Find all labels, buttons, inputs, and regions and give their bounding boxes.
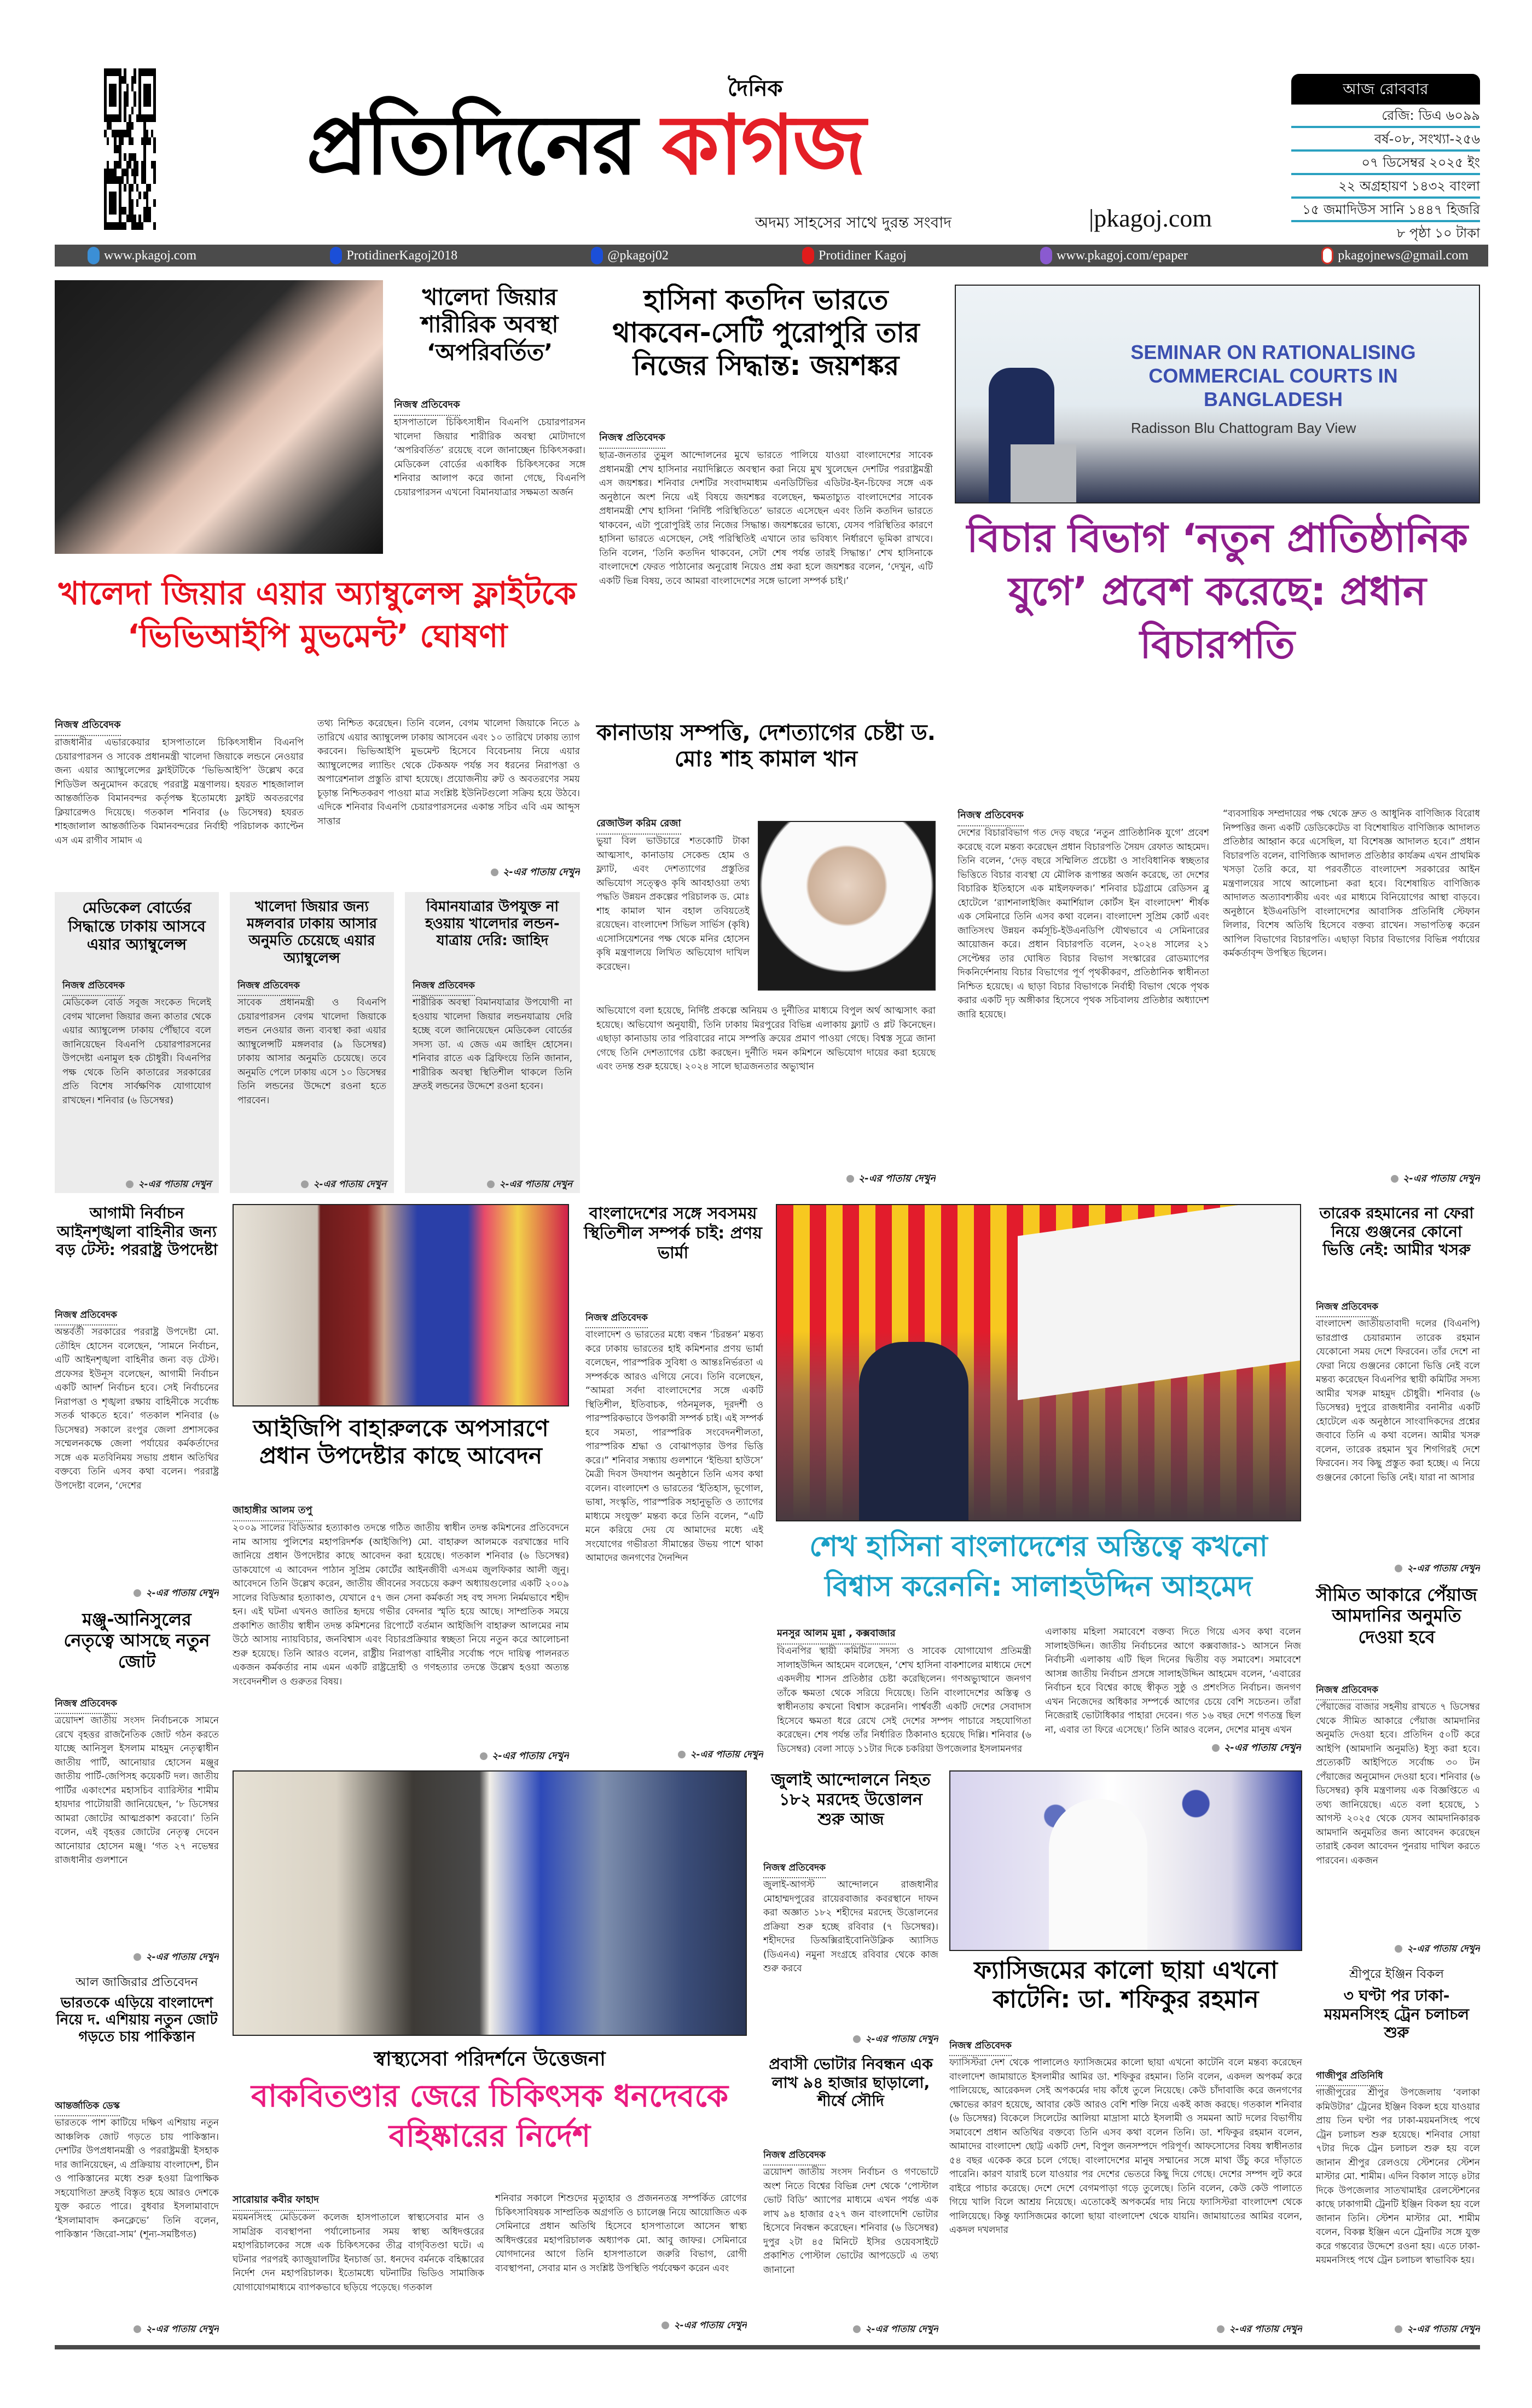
article-body: ভারতকে পাশ কাটিয়ে দক্ষিণ এশিয়ায় নতুন আঞ্চলিক জোট গড়তে চায় পাকিস্তান। দেশটির উপপ্রধানমন্ত্রী ও পররাষ্ট্রমন্ত্রী ইসহাক দার জানিয়েছেন, এ প্রক্রিয়ায় বাংলাদেশ, চীন ও পাকিস্তানের মধ্যে শুরু হওয়া ত্রিপাক্ষিক সহযোগিতা দ্রুতই বিস্তৃত হয়ে আরও দেশকে যুক্ত করতে পারে। বুধবার ইসলামাবাদে ‘ইসলামাবাদ কনক্লেভে’ তিনি বলেন, পাকিস্তান ‘জিরো-সাম’ (শূন্য-সমষ্টিগত)	[55, 2117, 219, 2240]
continued-text: ২-এর পাতায় দেখুন	[865, 2324, 938, 2335]
speaker-figure	[859, 1342, 968, 1521]
qr-module	[153, 192, 156, 199]
bullet-icon	[491, 869, 498, 876]
continued-link[interactable]	[763, 2322, 938, 2337]
continued-text: ২-এর পাতায় দেখুন	[146, 2324, 219, 2335]
article-body: ত্রয়োদশ জাতীয় সংসদ নির্বাচন ও গণভোটে অংশ নিতে বিশ্বের বিভিন্ন দেশ থেকে ‘পোস্টাল ভোট বিডি’ অ্যাপের মাধ্যমে এখন পর্যন্ত এক লাখ ৯৪ হাজার ৫২৭ জন বাংলাদেশি ভোটার হিসেবে নিবন্ধন করেছেন। শনিবার (৬ ডিসেম্বর) দুপুর ২টা ৪৫ মিনিটে ইসির ওয়েবসাইটে প্রকাশিত পোস্টাল ভোটের আপডেটে এ তথ্য জানানো	[763, 2167, 938, 2276]
continued-text: ২-এর পাতায় দেখুন	[1407, 1563, 1480, 1574]
continued-text: ২-এর পাতায় দেখুন	[1229, 2324, 1302, 2335]
sidebar-box-tuesday	[230, 892, 394, 1193]
epaper-icon	[1040, 247, 1052, 264]
qr-module	[153, 184, 156, 192]
article-body: গাজীপুরের শ্রীপুর উপজেলায় ‘বলাকা কমিউটার’ ট্রেনের ইঞ্জিন বিকল হয়ে যাওয়ার প্রায় তিন ঘণ্টা পর ঢাকা-ময়মনসিংহ পথে ট্রেন চলাচল শুরু হয়েছে। শনিবার সোয়া ৭টার দিকে ট্রেন চলাচল শুরু হয় বলে জানান শ্রীপুর রেলওয়ে স্টেশনের স্টেশন মাস্টার মো. শামীম। এদিন বিকাল সাড়ে ৪টার দিকে উপজেলার সাতখামাইর রেলস্টেশনের কাছে ঢাকাগামী ট্রেনটি ইঞ্জিন বিকল হয় বলে জানান তিনি। স্টেশন মাস্টার মো. শামীম বলেন, বিকল্প ইঞ্জিন এনে ট্রেনটির সঙ্গে যুক্ত করে গন্তব্যের উদ্দেশে রওনা হয়। এতে ঢাকা-ময়মনসিংহ পথে ট্রেন চলাচল স্বাভাবিক হয়।	[1316, 2087, 1480, 2266]
byline: নিজস্ব প্রতিবেদক	[1316, 1683, 1378, 1700]
byline: নিজস্ব প্রতিবেদক	[55, 1308, 117, 1325]
tent-canopy	[1018, 1204, 1301, 1400]
article-body: শনিবার সকালে শিশুদের মৃত্যুহার ও প্রজননতন্ত্র সম্পর্কিত রোগের চিকিৎসাবিষয়ক সাম্প্রতিক অগ্রগতি ও চ্যালেঞ্জ নিয়ে আয়োজিত এক সেমিনারে প্রধান অতিথি হিসেবে হাসপাতালে আসেন স্বাস্থ্য অধিদপ্তরের মহাপরিচালক অধ্যাপক মো. আবু জাফর। সেমিনারে যোগদানের আগে তিনি হাসপাতালে জরুরি বিভাগ, রোগী ব্যবস্থাপনা, সেবার মান ও সংশ্লিষ্ট উপস্থিতি পর্যবেক্ষণ করেন এবং	[495, 2193, 747, 2274]
bullet-icon	[1395, 1565, 1402, 1572]
continued-text: ২-এর পাতায় দেখুন	[502, 866, 580, 878]
byline: নিজস্ব প্রতিবেদক	[763, 1861, 826, 1878]
article-body: ২০০৯ সালের বিডিআর হত্যাকাণ্ড তদন্তে গঠিত জাতীয় স্বাধীন তদন্ত কমিশনের প্রতিবেদনে নাম আসায় পুলিশের মহাপরিদর্শক (আইজিপি) মো. বাহারুল আলমকে বরখাস্তের দাবি জানিয়ে প্রধান উপদেষ্টার কাছে আবেদন করা হয়েছে। গতকাল শনিবার (৬ ডিসেম্বর) ডাকযোগে এ আবেদন পাঠান সুপ্রিম কোর্টের আইনজীবী এসএম জুলফিকার আলী জুনু। আবেদনে তিনি উল্লেখ করেন, জাতীয় জীবনের সবচেয়ে করুণ অধ্যায়গুলোর একটি ২০০৯ সালের বিডিআর হত্যাকাণ্ড, যেখানে ৫৭ জন সেনা কর্মকর্তা সহ বহু সদস্য নির্মমভাবে শহীদ হন। এই ঘটনা এখনও জাতির হৃদয়ে গভীর বেদনার স্মৃতি হয়ে আছে। সাম্প্রতিক সময়ে প্রকাশিত জাতীয় স্বাধীন তদন্ত কমিশনের রিপোর্টে বর্তমান আইজিপি বাহারুল আলমের নাম উঠে আসায় ন্যায়বিচার, জনবিশ্বাস এবং বিচারপ্রক্রিয়ার স্বচ্ছতা নিয়ে নতুন করে আলোচনা শুরু হয়েছে। তিনি আরও বলেন, রাষ্ট্রীয় নিরাপত্তা বাহিনীর সর্বোচ্চ পদে দায়িত্ব পালনরত একজন কর্মকর্তার নাম এমন একটি রাষ্ট্রদ্রোহী ও গণহত্যার তদন্তে উল্লেখ হওয়া অত্যন্ত সংবেদনশীল ও গুরুতর বিষয়।	[233, 1523, 569, 1687]
qr-module	[153, 107, 156, 114]
qr-module	[153, 114, 156, 122]
shah-kamal-photo	[758, 821, 936, 991]
article-body: পেঁয়াজের বাজার সহনীয় রাখতে ৭ ডিসেম্বর থেকে সীমিত আকারে পেঁয়াজ আমদানির অনুমতি দেওয়া হবে। প্রতিদিন ৫০টি করে আইপি (আমদানি অনুমতি) ইস্যু করা হবে। প্রত্যেকটি আইপিতে সর্বোচ্চ ৩০ টন পেঁয়াজের অনুমোদন দেওয়া হবে। শনিবার (৬ ডিসেম্বর) কৃষি মন্ত্রণালয় এক বিজ্ঞপ্তিতে এ তথ্য জানিয়েছে। এতে বলা হয়েছে, ১ আগস্ট ২০২৫ থেকে যেসব আমদানিকারক আমদানি অনুমতির জন্য আবেদন করেছেন তারাই কেবল আবেদন পুনরায় দাখিল করতে পারবেন। একজন	[1316, 1701, 1480, 1866]
qr-module	[153, 215, 156, 222]
rally-photo	[776, 1204, 1301, 1521]
continued-text: ২-এর পাতায় দেখুন	[499, 1179, 572, 1190]
bullet-icon	[1395, 2325, 1402, 2333]
qr-module	[153, 130, 156, 137]
continued-link[interactable]	[55, 1949, 219, 1965]
bullet-icon	[301, 1180, 309, 1188]
continued-link[interactable]	[949, 2322, 1302, 2337]
masthead-site-text: pkagoj.com	[1094, 204, 1212, 232]
continued-link[interactable]	[317, 865, 580, 880]
headline-salahuddin[interactable]: শেখ হাসিনা বাংলাদেশের অস্তিত্বে কখনো বিশ্বাস করেননি: সালাহউদ্দিন আহমেদ	[809, 1530, 1268, 1603]
article-body: অন্তর্বর্তী সরকারের পররাষ্ট্র উপদেষ্টা মো. তৌহিদ হোসেন বলেছেন, ‘সামনে নির্বাচন, এটি আইনশৃঙ্খলা বাহিনীর জন্য বড় টেস্ট। প্রফেসর ইউনূস বলেছেন, আগামী নির্বাচন একটি আদর্শ নির্বাচন হবে। সেই নির্বাচনের নিরাপত্তা ও শৃঙ্খলা রক্ষায় বাহিনীকে সর্বোচ্চ সতর্ক থাকতে হবে।’ গতকাল শনিবার (৬ ডিসেম্বর) সকালে রংপুর জেলা প্রশাসকের সম্মেলনকক্ষে জেলা পর্যায়ের কর্মকর্তাদের সঙ্গে এক মতবিনিময় সভায় প্রধান অতিথির বক্তব্যে তিনি এসব কথা বলেন। পররাষ্ট্র উপদেষ্টা বলেন, ‘দেশের	[55, 1327, 219, 1491]
article-body: বাংলাদেশ জাতীয়তাবাদী দলের (বিএনপি) ভারপ্রাপ্ত চেয়ারম্যান তারেক রহমান যেকোনো সময় দেশে ফিরবেন। তাঁর দেশে না ফেরা নিয়ে গুঞ্জনের কোনো ভিত্তি নেই বলে মন্তব্য করেছেন বিএনপির স্থায়ী কমিটির সদস্য আমীর খসরু মাহমুদ চৌধুরী। শনিবার (৬ ডিসেম্বর) দুপুরে রাজধানীর বনানীর একটি হোটেলে এক অনুষ্ঠানে সাংবাদিকদের প্রশ্নের জবাবে তিনি এ কথা বলেন। আমীর খসরু বলেন, তারেক রহমান খুব শিগগিরই দেশে ফিরবেন। সব কিছু প্রস্তুত করা হচ্ছে। এ নিয়ে গুঞ্জনের কোনো ভিত্তি নেই। যারা না আসার	[1316, 1318, 1480, 1483]
bullet-icon	[134, 2325, 141, 2333]
byline: নিজস্ব প্রতিবেদক	[599, 430, 665, 449]
article-body: ফ্যাসিস্টরা দেশ থেকে পালালেও ফ্যাসিজমের কালো ছায়া এখনো কাটেনি বলে মন্তব্য করেছেন বাংলাদেশ জামায়াতে ইসলামীর আমির ডা. শফিকুর রহমান। তিনি বলেন, একদল অপকর্ম করে পালিয়েছে, আরেকদল সেই অপকর্মের দায় কাঁধে তুলে নিয়েছে। কেউ চাঁদাবাজি করে জনগণের ক্ষোভের কারণ হয়েছে, আবার কেউ আরও বেশি শক্তি নিয়ে একই কাজ করছে। গতকাল শনিবার (৬ ডিসেম্বর) বিকেলে সিলেটের আলিয়া মাদ্রাসা মাঠে ইসলামী ও সমমনা আট দলের বিভাগীয় সমাবেশে প্রধান অতিথির বক্তব্যে তিনি এসব কথা বলেন তিনি। ডা. শফিকুর রহমান বলেন, আমাদের বাংলাদেশ ছোট্ট একটি দেশ, বিপুল জনসম্পদে পরিপূর্ণ। আফসোসের বিষয় স্বাধীনতার ৫৪ বছর একেক করে চলে গেছে। বাংলাদেশের মানুষ সম্মানের সঙ্গে মাথা উঁচু করে দাঁড়াতে পারেনি। কারণ যারাই চলে যাওয়ার পর দেশের ভেতরে কিছু দিয়ে গেছে। দেশের সম্পদ লুট করে বাইরে পাচার করেছে। দেশে দেশে বেগমপাড়া গড়ে তুলেছে। তিনি বলেন, কেউ কেউ পালাতে গিয়ে খালি বিলে আশ্রয় নিয়েছে। এতোকেই অপকর্মের দায় নিয়ে ফ্যাসিস্টরা বাংলাদেশ থেকে পালিয়েছে। কিন্তু ফ্যাসিজমের কালো ছায়া বাংলাদেশ থেকে যায়নি। জামায়াতের আমির বলেন, একদল দখলদার	[949, 2057, 1302, 2236]
social-link-epaper[interactable]	[1040, 247, 1188, 264]
headline-expat-voters[interactable]: প্রবাসী ভোটার নিবন্ধন এক লাখ ৯৪ হাজার ছাড়ালো, শীর্ষে সৌদি	[769, 2055, 933, 2110]
seminar-photo	[955, 285, 1480, 503]
continued-text: ২-এর পাতায় দেখুন	[1402, 1173, 1480, 1184]
logo-daily: দৈনিক	[728, 76, 783, 101]
byline: নিজস্ব প্রতিবেদক	[55, 717, 121, 736]
continued-text: ২-এর পাতায় দেখুন	[146, 1952, 219, 1963]
bullet-icon	[134, 1953, 141, 1961]
bullet-icon	[487, 1180, 495, 1188]
headline-canada-property[interactable]: কানাডায় সম্পত্তি, দেশত্যাগের চেষ্টা ড. মোঃ শাহ কামাল খান	[596, 720, 936, 772]
continued-link[interactable]	[62, 1177, 211, 1192]
today-label: আজ রোববার	[1291, 74, 1480, 105]
continued-link[interactable]	[585, 1747, 763, 1762]
qr-module	[153, 176, 156, 184]
byline: নিজস্ব প্রতিবেদক	[237, 979, 300, 996]
continued-text: ২-এর পাতায় দেখুন	[690, 1749, 763, 1760]
gmail-icon	[1321, 247, 1333, 264]
seminar-banner-text: SEMINAR ON RATIONALISING COMMERCIAL COURTS IN BANGLADESH	[1130, 341, 1416, 411]
kicker-pakistan: আল জাজিরার প্রতিবেদন	[76, 1976, 198, 1989]
byline: নিজস্ব প্রতিবেদক	[763, 2148, 826, 2166]
facebook-icon	[591, 247, 603, 264]
sidebar-box-unfit-travel	[405, 892, 580, 1193]
bullet-icon	[853, 2035, 861, 2043]
qr-module	[153, 169, 156, 176]
date-row: ২২ অগ্রহায়ণ ১৪৩২ বাংলা	[1291, 175, 1480, 199]
qr-module	[153, 145, 156, 153]
social-label: ProtidinerKagoj2018	[346, 248, 458, 263]
social-link-email[interactable]	[1321, 247, 1469, 264]
continued-link[interactable]	[413, 1177, 572, 1192]
logo-part-1: প্রতিদিনের	[306, 97, 636, 193]
headline-election-test[interactable]: আগামী নির্বাচন আইনশৃঙ্খলা বাহিনীর জন্য বড় টেস্ট: পররাষ্ট্র উপদেষ্টা	[56, 1204, 218, 1259]
social-label: www.pkagoj.com	[104, 248, 197, 263]
continued-link[interactable]	[55, 2322, 219, 2337]
continued-text: ২-এর পাতায় দেখুন	[865, 2034, 938, 2045]
continued-link[interactable]	[763, 2031, 938, 2047]
date-row: রেজি: ডিএ ৬০৯৯	[1291, 105, 1480, 128]
byline: গাজীপুর প্রতিনিধি	[1316, 2069, 1383, 2086]
social-link-facebook-2[interactable]	[591, 247, 668, 264]
continued-text: ২-এর পাতায় দেখুন	[146, 1588, 219, 1599]
qr-module	[153, 153, 156, 161]
headline-judiciary[interactable]: বিচার বিভাগ ‘নতুন প্রাতিষ্ঠানিক যুগে’ প্রবেশ করেছে: প্রধান বিচারপতি	[967, 515, 1468, 668]
social-label: www.pkagoj.com/epaper	[1057, 248, 1188, 263]
social-link-facebook[interactable]	[330, 247, 457, 264]
hospital-photo	[233, 1770, 747, 2036]
date-row: ১৫ জমাদিউস সানি ১৪৪৭ হিজরি	[1291, 199, 1480, 222]
article-body: শারীরিক অবস্থা বিমানযাত্রার উপযোগী না হওয়ায় খালেদা জিয়ার লন্ডনযাত্রায় দেরি হচ্ছে বলে জানিয়েছেন মেডিকেল বোর্ডের সদস্য ডা. এ জেড এম জাহিদ হোসেন। শনিবার রাতে এক ব্রিফিংয়ে তিনি জানান, শারীরিক অবস্থা স্থিতিশীল থাকলে তিনি দ্রুতই লন্ডনের উদ্দেশে রওনা হবেন।	[413, 997, 572, 1092]
continued-text: ২-এর পাতায় দেখুন	[138, 1179, 211, 1190]
social-bar	[55, 245, 1488, 267]
bullet-icon	[846, 1175, 854, 1183]
byline: মনসুর আলম মুন্না , কক্সবাজার	[777, 1625, 896, 1645]
article-body: তথ্য নিশ্চিত করেছেন। তিনি বলেন, বেগম খালেদা জিয়াকে নিতে ৯ তারিখে এয়ার অ্যাম্বুলেন্স ঢাকায় আসবেন এবং ১০ তারিখে ঢাকায় ত্যাগ করবেন। ভিভিআইপি মুভমেন্ট হিসেবে বিবেচনায় নিয়ে এয়ার অ্যাম্বুলেন্সের ল্যান্ডিং থেকে টেকঅফ পর্যন্ত সব ধরনের নিরাপত্তা ও অপারেশনাল প্রস্তুতি রাখা হয়েছে। প্রয়োজনীয় রুট ও অবতরণের সময় চূড়ান্ত নিশ্চিতকরণ পাওয়া মাত্র সংশ্লিষ্ট ইউনিটগুলো সক্রিয় হয়ে উঠবে। এদিকে শনিবার বিএনপি চেয়ারপারসনের একান্ত সচিব এবি এম আব্দুস সাত্তার	[317, 718, 580, 827]
continued-link[interactable]	[55, 1585, 219, 1601]
qr-module	[153, 207, 156, 215]
headline-july-bodies[interactable]: জুলাই আন্দোলনে নিহত ১৮২ মরদেহ উত্তোলন শুরু আজ	[771, 1770, 931, 1829]
headline-khaleda-health[interactable]: খালেদা জিয়ার শারীরিক অবস্থা ‘অপরিবর্তিত’	[421, 283, 559, 366]
khaleda-photo	[55, 280, 383, 554]
logo	[306, 97, 864, 193]
seminar-venue: Radisson Blu Chattogram Bay View	[1131, 420, 1356, 436]
bullet-icon	[134, 1589, 141, 1597]
byline: নিজস্ব প্রতিবেদক	[958, 807, 1024, 826]
article-body: বিএনপির স্থায়ী কমিটির সদস্য ও সাবেক যোগাযোগ প্রতিমন্ত্রী সালাহউদ্দিন আহমেদ বলেছেন, ‘শেখ হাসিনা বাকশালের মাধ্যমে দেশে একদলীয় শাসন প্রতিষ্ঠার চেষ্টা করেছিলেন। গণঅভ্যুত্থানে জনগণ তাঁকে ক্ষমতা থেকে সরিয়ে দিয়েছে। তিনি বাংলাদেশের অস্তিত্ব ও স্বাধীনতায় কখনো বিশ্বাস করেননি। পার্শ্ববর্তী একটি দেশের সেবাদাস হিসেবে ক্ষমতা ধরে রেখে সেই দেশের সম্পদ পাচারে সহযোগিতা করেছেন। শেষ পর্যন্ত তাঁর নির্ধারিত ঠিকানাও হয়েছে দিল্লি। শনিবার (৬ ডিসেম্বর) বেলা সাড়ে ১১টার দিকে চকরিয়া উপজেলার ইসলামনগর	[777, 1646, 1031, 1755]
byline: নিজস্ব প্রতিবেদক	[1316, 1300, 1378, 1317]
headline-pakistan-alliance[interactable]: ভারতকে এড়িয়ে বাংলাদেশ নিয়ে দ. এশিয়ায় নতুন জোট গড়তে চায় পাকিস্তান	[56, 1995, 218, 2046]
article-body: রাজধানীর এভারকেয়ার হাসপাতালে চিকিৎসাধীন বিএনপি চেয়ারপারসন ও সাবেক প্রধানমন্ত্রী খালেদা জিয়াকে লন্ডনে নেওয়ার জন্য এয়ার অ্যাম্বুলেন্সের ফ্লাইটটিকে ‘ভিভিআইপি’ উল্লেখ করে শিডিউল অনুমোদন করেছে পররাষ্ট্র মন্ত্রণালয়। হযরত শাহজালাল আন্তর্জাতিক বিমানবন্দর কর্তৃপক্ষ ইতোমধ্যে ফ্লাইট অবতরণের ক্লিয়ারেন্সও দিয়েছে। গতকাল শনিবার (৬ ডিসেম্বর) হযরত শাহজালাল আন্তর্জাতিক বিমানবন্দরের নির্বাহী পরিচালক ক্যাপ্টেন এস এম রাগীব সামাদ এ	[55, 737, 304, 846]
date-row: বর্ষ-০৮, সংখ্যা-২৫৬	[1291, 128, 1480, 152]
article-body: ভুয়া বিল ভাউচারে শতকোটি টাকা আত্মসাৎ, কানাডায় সেকেন্ড হোম ও ফ্ল্যাট, এবং দেশত্যাগের প্রস্তুতির অভিযোগ সত্ত্বেও কৃষি আবহাওয়া তথ্য পদ্ধতি উন্নয়ন প্রকল্পের পরিচালক ড. মোঃ শাহ কামাল খান বহাল তবিয়তেই রয়েছেন। বাংলাদেশ সিভিল সার্ভিস (কৃষি) এসোসিয়েশনের পক্ষ থেকে মনির হোসেন কৃষি মন্ত্রণালয়ে লিখিত অভিযোগ দাখিল করেছেন।	[596, 836, 750, 973]
kicker-train: শ্রীপুরে ইঞ্জিন বিকল	[1349, 1967, 1444, 1981]
byline: রেজাউল করিম রেজা	[596, 815, 681, 835]
sidebar-box-medical-board	[55, 892, 219, 1193]
bullet-icon	[1391, 1175, 1398, 1183]
continued-text: ২-এর পাতায় দেখুন	[1407, 1943, 1480, 1954]
article-body: এলাকায় মহিলা সমাবেশে বক্তব্য দিতে গিয়ে এসব কথা বলেন সালাহউদ্দিন। জাতীয় নির্বাচনের আগে কক্সবাজার-১ আসনে নিজ নির্বাচনী এলাকায় এটি ছিল দিনের দ্বিতীয় বড় সমাবেশ। সমাবেশে আসন্ন জাতীয় নির্বাচন প্রসঙ্গে সালাহউদ্দিন আহমেদ বলেন, ‘এবারের নির্বাচন হবে বিশ্বের কাছে স্বীকৃত সুষ্ঠু ও প্রশংসিত নির্বাচন। জনগণ এখন নিজেদের অধিকার সম্পর্কে আগের চেয়ে বেশি সচেতন। তাঁরা নিজেরাই ভোটাধিকার পাহারা দেবেন। গত ১৬ বছর দেশে গণতন্ত্র ছিল না, এবার তা ফিরে এসেছে।’ তিনি আরও বলেন, দেশের মানুষ এখন	[1045, 1626, 1301, 1735]
headline-train[interactable]: ৩ ঘণ্টা পর ঢাকা-ময়মনসিংহ ট্রেন চলাচল শুরু	[1324, 1987, 1470, 2042]
social-label: @pkagoj02	[607, 248, 669, 263]
continued-link[interactable]	[233, 1749, 569, 1762]
byline: জাহাঙ্গীর আলম তপু	[233, 1502, 312, 1521]
jamaat-amir-photo	[949, 1770, 1302, 1951]
page-bottom-rule	[55, 2345, 1480, 2349]
continued-link[interactable]	[1316, 1561, 1480, 1576]
bullet-icon	[1217, 2325, 1225, 2333]
headline-new-alliance[interactable]: মঞ্জু-আনিসুলের নেতৃত্বে আসছে নতুন জোট	[63, 1609, 210, 1672]
headline-fascism[interactable]: ফ্যাসিজমের কালো ছায়া এখনো কাটেনি: ডা. শফিকুর রহমান	[974, 1956, 1278, 2013]
continued-text: ২-এর পাতায় দেখুন	[1223, 1742, 1301, 1753]
headline-air-ambulance[interactable]: খালেদা জিয়ার এয়ার অ্যাম্বুলেন্স ফ্লাইটকে ‘ভিভিআইপি মুভমেন্ট’ ঘোষণা	[58, 575, 577, 655]
igp-photo	[233, 1204, 569, 1406]
date-row: ৮ পৃষ্ঠা ১০ টাকা	[1396, 225, 1480, 241]
headline-tuesday-permission[interactable]: খালেদা জিয়ার জন্য মঙ্গলবার ঢাকায় আসার অনুমতি চেয়েছে এয়ার অ্যাম্বুলেন্স	[246, 899, 378, 966]
bullet-icon	[1395, 1945, 1402, 1953]
qr-module	[153, 68, 156, 76]
social-link-website[interactable]	[88, 247, 196, 264]
headline-onion[interactable]: সীমিত আকারে পেঁয়াজ আমদানির অনুমতি দেওয়া হবে	[1316, 1584, 1477, 1647]
continued-text: ২-এর পাতায় দেখুন	[858, 1173, 936, 1184]
social-link-youtube[interactable]	[802, 247, 907, 264]
byline: নিজস্ব প্রতিবেদক	[413, 979, 475, 996]
youtube-icon	[802, 247, 814, 264]
bullet-icon	[126, 1180, 134, 1188]
article-body: দেশের বিচারবিভাগ গত দেড় বছরে ‘নতুন প্রাতিষ্ঠানিক যুগে’ প্রবেশ করেছে বলে মন্তব্য করেছেন প্রধান বিচারপতি সৈয়দ রেফাত আহমেদ। তিনি বলেন, ‘দেড় বছরে সম্মিলিত প্রচেষ্টা ও সাংবিধানিক স্বচ্ছতার ভিত্তিতে বিচার ব্যবস্থা যে মৌলিক রূপান্তর অর্জন করেছে, তা দেশের বিচারিক ইতিহাসে এক মাইলফলক।’ শনিবার চট্টগ্রামে রেডিসন ব্লু হোটেলে ‘র‍্যাশনালাইজিং কমার্শিয়াল কোর্টস ইন বাংলাদেশ’ শীর্ষক এক সেমিনারে তিনি এসব কথা বলেন। বাংলাদেশ সুপ্রিম কোর্ট এবং জাতিসংঘ উন্নয়ন কর্মসূচি-ইউএনডিপি যৌথভাবে এ সেমিনারের আয়োজন করে। প্রধান বিচারপতি বলেন, ২০২৪ সালের ২১ সেপ্টেম্বর তার ঘোষিত বিচার বিভাগ সংস্কারের রোডম্যাপের দিকনির্দেশনায় বিচার বিভাগের পূর্ণ পৃথকীকরণ, প্রতিষ্ঠানিক স্বাধীনতা নিশ্চিত হয়েছে। এ ছাড়া বিচার বিভাগকে নির্বাহী বিভাগ থেকে পৃথক করার একটি দৃঢ় অঙ্গীকার হিসেবে পৃথক সচিবালয় প্রতিষ্ঠার অধ্যাদেশ জারি হয়েছে।	[958, 827, 1209, 1020]
qr-module	[153, 91, 156, 99]
continued-text: ২-এর পাতায় দেখুন	[674, 2320, 747, 2331]
qr-module	[153, 161, 156, 169]
headline-unfit-travel[interactable]: বিমানযাত্রার উপযুক্ত না হওয়ায় খালেদার লন্ডন-যাত্রায় দেরি: জাহিদ	[425, 899, 560, 950]
article-body: মেডিকেল বোর্ড সবুজ সংকেত দিলেই বেগম খালেদা জিয়ার জন্য কাতার থেকে এয়ার অ্যাম্বুলেন্স ঢাকায় পৌঁছাবে বলে জানিয়েছেন বিএনপি চেয়ারপারসনের উপদেষ্টা এনামুল হক চৌধুরী। বিএনপির পক্ষ থেকে তিনি কাতারের সরকারের প্রতি বিশেষ সার্বক্ষণিক যোগাযোগ রাখছেন। শনিবার (৬ ডিসেম্বর)	[62, 997, 211, 1106]
qr-code-icon	[104, 68, 156, 230]
continued-link[interactable]	[596, 1171, 936, 1186]
headline-tarique[interactable]: তারেক রহমানের না ফেরা নিয়ে গুঞ্জনের কোনো ভিত্তি নেই: আমীর খসরু	[1319, 1204, 1474, 1259]
article-body: “ব্যবসায়িক সম্প্রদায়ের পক্ষ থেকে দ্রুত ও আধুনিক বাণিজ্যিক বিরোধ নিষ্পত্তির জন্য একটি ডেডিকেটেড বা বিশেষায়িত বাণিজ্যিক আদালত প্রতিষ্ঠার আহ্বান করে এসেছিল, যা বিশেষজ্ঞ আদালত হবে।” প্রধান বিচারপতি বলেন, বাণিজ্যিক আদালত প্রতিষ্ঠার কার্যক্রম এখন প্রাথমিক খসড়া তৈরি করে, যা পরবর্তীতে বাংলাদেশ সরকারের আইন মন্ত্রণালয়ের সাথে আলোচনা করা হবে। বিশেষায়িত বাণিজ্যিক আদালত অত্যাবশ্যকীয় এবং এর মাধ্যমে বিনিয়োগের আস্থা বাড়বে। অনুষ্ঠানে ইউএনডিপি বাংলাদেশের আবাসিক প্রতিনিধি স্টেফান লিলার, বিশেষ অতিথি হিসেবে বক্তব্য রাখেন। সভাপতিত্ব করেন আপিল বিভাগের বিচারপতি। এছাড়া বিচার বিভাগের বিভিন্ন পর্যায়ের কর্মকর্তাবৃন্দ উপস্থিত ছিলেন।	[1223, 808, 1480, 959]
social-label: Protidiner Kagoj	[819, 248, 907, 263]
qr-module	[153, 122, 156, 130]
headline-igp-removal[interactable]: আইজিপি বাহারুলকে অপসারণে প্রধান উপদেষ্টার কাছে আবেদন	[253, 1415, 549, 1469]
byline: নিজস্ব প্রতিবেদক	[394, 397, 460, 416]
byline: আন্তর্জাতিক ডেস্ক	[55, 2099, 120, 2116]
bullet-icon	[480, 1752, 488, 1760]
continued-link[interactable]	[1316, 2322, 1480, 2337]
article-body: বাংলাদেশ ও ভারতের মধ্যে বন্ধন ‘চিরন্তন’ মন্তব্য করে ঢাকায় ভারতের হাই কমিশনার প্রণয় ভার্মা বলেছেন, পারস্পরিক সুবিধা ও আন্তঃনির্ভরতা এ সম্পর্ককে আরও এগিয়ে নেবে। তিনি বলেছেন, “আমরা সর্বদা বাংলাদেশের সঙ্গে একটি স্থিতিশীল, ইতিবাচক, গঠনমূলক, দূরদর্শী ও পারস্পরিকভাবে উপকারী সম্পর্ক চাই। এই সম্পর্ক হবে সমতা, পারস্পরিক সংবেদনশীলতা, পারস্পরিক শ্রদ্ধা ও বোঝাপড়ার উপর ভিত্তি করে।” শনিবার সন্ধ্যায় গুলশানে ‘ইন্ডিয়া হাউসে’ মৈত্রী দিবস উদযাপন অনুষ্ঠানে তিনি এসব কথা বলেন। বাংলাদেশ ও ভারতের ‘ইতিহাস, ভূগোল, ভাষা, সংস্কৃতি, পারস্পরিক সহানুভূতি ও ত্যাগের মাধ্যমে সংযুক্ত’ মন্তব্য করে তিনি বলেন, “এটি মনে করিয়ে দেয় যে আমাদের মধ্যে এই সংযোগের গভীরতা সীমান্তের উভয় পাশে থাকা আমাদের জনগণের দৈনন্দিন	[585, 1329, 763, 1564]
globe-icon	[88, 247, 100, 264]
byline: নিজস্ব প্রতিবেদক	[949, 2039, 1012, 2056]
qr-module	[153, 199, 156, 207]
byline: সারোয়ার কবীর ফাহাদ	[233, 2192, 319, 2211]
date-row: ০৭ ডিসেম্বর ২০২৫ ইং	[1291, 152, 1480, 175]
continued-text: ২-এর পাতায় দেখুন	[491, 1750, 569, 1762]
podium	[1011, 444, 1076, 503]
article-body: হাসপাতালে চিকিৎসাধীন বিএনপি চেয়ারপারসন খালেদা জিয়ার শারীরিক অবস্থা মোটাদাগে ‘অপরিবর্তিত’ রয়েছে বলে জানাচ্ছেন চিকিৎসকরা। মেডিকেল বোর্ডের একাধিক চিকিৎসকের সঙ্গে শনিবার আলাপ করে জানা গেছে, বিএনপি চেয়ারপারসন এখনো বিমানযাত্রার সক্ষমতা অর্জন	[394, 417, 585, 498]
qr-module	[153, 99, 156, 107]
social-label: pkagojnews@gmail.com	[1338, 248, 1469, 263]
bullet-icon	[661, 2322, 669, 2329]
masthead-site: |pkagoj.com	[1089, 204, 1212, 232]
byline: নিজস্ব প্রতিবেদক	[585, 1311, 648, 1328]
byline: নিজস্ব প্রতিবেদক	[55, 1697, 117, 1714]
article-body: অভিযোগে বলা হয়েছে, নির্দিষ্ট প্রকল্পে অনিয়ম ও দুর্নীতির মাধ্যমে বিপুল অর্থ আত্মসাৎ করা হয়েছে। অভিযোগ অনুযায়ী, তিনি ঢাকায় মিরপুরের বিভিন্ন এলাকায় ফ্ল্যাট ও প্লট কিনেছেন। এছাড়া কানাডায় তার পরিবারের নামে সম্পত্তি ক্রয়ের প্রমাণ পাওয়া গেছে। বিশ্বস্ত সূত্রে জানা গেছে তিনি দেশত্যাগের চেষ্টা করছেন। দুর্নীতি দমন কমিশনে অভিযোগ দায়ের করা হয়েছে এবং তদন্ত শুরু হয়েছে। ২০২৪ সালে ছাত্রজনতার অভ্যুত্থান	[596, 1005, 936, 1072]
continued-text: ২-এর পাতায় দেখুন	[313, 1179, 386, 1190]
article-body: ছাত্র-জনতার তুমুল আন্দোলনের মুখে ভারতে পালিয়ে যাওয়া বাংলাদেশের সাবেক প্রধানমন্ত্রী শেখ হাসিনার নয়াদিল্লিতে অবস্থান করা নিয়ে মুখ খুলেছেন দেশটির পররাষ্ট্রমন্ত্রী এস জয়শঙ্কর। শনিবার দেশটির সংবাদমাধ্যম এনডিটিভির এডিটর-ইন-চিফের সঙ্গে এক অনুষ্ঠানে অংশ নিয়ে এই বিষয়ে জয়শঙ্কর বলেছেন, ক্ষমতাচ্যুত বাংলাদেশের সাবেক প্রধানমন্ত্রী শেখ হাসিনা ‘নির্দিষ্ট পরিস্থিতিতে’ ভারতে এসেছেন এবং তিনি কতদিন ভারতে থাকবেন, এটা পুরোপুরিই তার নিজের সিদ্ধান্ত। জয়শঙ্করের ভাষ্যে, যেসব পরিস্থিতির কারণে হাসিনা ভারতে এসেছেন, সেই পরিস্থিতিই এখানে তার ভবিষ্যৎ নির্ধারণে ভূমিকা রাখবে। তিনি বলেন, ‘তিনি কতদিন থাকবেন, সেটা শেষ পর্যন্ত তারই সিদ্ধান্ত।’ শেখ হাসিনাকে বাংলাদেশে ফেরত পাঠানোর অনুরোধ নিয়েও প্রশ্ন করা হলে জয়শঙ্কর বলেন, ‘দেখুন, এটি একটি ভিন্ন বিষয়, তবে আমরা বাংলাদেশের সঙ্গে ভালো সম্পর্ক চাই।’	[599, 450, 933, 587]
logo-part-2: কাগজ	[661, 97, 864, 193]
headline-doctor-expel[interactable]: বাকবিতণ্ডার জেরে চিকিৎসক ধনদেবকে বহিষ্কারের নির্দেশ	[251, 2079, 729, 2154]
bullet-icon	[678, 1751, 686, 1758]
tagline: অদম্য সাহসের সাথে দুরন্ত সংবাদ	[755, 213, 952, 231]
headline-medical-board[interactable]: মেডিকেল বোর্ডের সিদ্ধান্তে ঢাকায় আসবে এয়ার অ্যাম্বুলেন্স	[68, 899, 206, 954]
date-box	[1291, 74, 1480, 246]
facebook-icon	[330, 247, 342, 264]
qr-module	[153, 84, 156, 91]
bullet-icon	[853, 2325, 861, 2333]
headline-india-relation[interactable]: বাংলাদেশের সঙ্গে সবসময় স্থিতিশীল সম্পর্ক চাই: প্রণয় ভার্মা	[584, 1204, 762, 1263]
speaker-figure	[1049, 1799, 1147, 1951]
continued-link[interactable]	[495, 2318, 747, 2333]
qr-module	[153, 137, 156, 145]
article-body: ময়মনসিংহ মেডিকেল কলেজ হাসপাতালে স্বাস্থ্যসেবার মান ও সামগ্রিক ব্যবস্থাপনা পর্যালোচনার সময় স্বাস্থ্য অধিদপ্তরের মহাপরিচালকের সঙ্গে এক চিকিৎসকের তীব্র বাগ্‌বিতণ্ডা ঘটে। এ ঘটনার পরপরই ক্যাজুয়ালটির ইনচার্জ ডা. ধনদেব বর্মনকে বহিষ্কারের নির্দেশ দেন মহাপরিচালক। ইতোমধ্যে ঘটনাটির ভিডিও সামাজিক যোগাযোগমাধ্যমে ব্যাপকভাবে ছড়িয়ে পড়েছে। গতকাল	[233, 2212, 484, 2293]
qr-module	[153, 222, 156, 230]
headline-hasina-india[interactable]: হাসিনা কতদিন ভারতে থাকবেন-সেটি পুরোপুরি তার নিজের সিদ্ধান্ত: জয়শঙ্কর	[612, 284, 920, 381]
continued-link[interactable]	[237, 1177, 386, 1192]
continued-link[interactable]	[1316, 1941, 1480, 1956]
article-body: ত্রয়োদশ জাতীয় সংসদ নির্বাচনকে সামনে রেখে বৃহত্তর রাজনৈতিক জোট গঠন করতে যাচ্ছে আনিসুল ইসলাম মাহমুদ নেতৃত্বাধীন জাতীয় পার্টি, আনোয়ার হোসেন মঞ্জুর জাতীয় পার্টি-জেপিসহ কয়েকটি দল। জাতীয় পার্টির একাংশের মহাসচিব ব্যারিস্টার শামীম হায়দার পাটোয়ারী জানিয়েছেন, ‘৮ ডিসেম্বর আমরা জোটের আত্মপ্রকাশ করবো।’ তিনি বলেন, এই বৃহত্তর জোটের নেতৃত্ব দেবেন আনোয়ার হোসেন মঞ্জু। ‘গত ২৭ নভেম্বর রাজধানীর গুলশানে	[55, 1715, 219, 1866]
article-body: জুলাই-আগস্ট আন্দোলনে রাজধানীর মোহাম্মদপুরের রায়েরবাজার কবরস্থানে দাফন করা অজ্ঞাত ১৮২ শহীদের মরদেহ উত্তোলনের প্রক্রিয়া শুরু হচ্ছে রবিবার (৭ ডিসেম্বর)। শহীদদের ডিঅক্সিরাইবোনিউক্লিক অ্যাসিড (ডিএনএ) নমুনা সংগ্রহে রবিবার থেকে কাজ শুরু করবে	[763, 1879, 938, 1974]
kicker-doctor-expel: স্বাস্থ্যসেবা পরিদর্শনে উত্তেজনা	[374, 2048, 606, 2070]
continued-link[interactable]	[1045, 1740, 1301, 1756]
continued-text: ২-এর পাতায় দেখুন	[1407, 2324, 1480, 2335]
continued-link[interactable]	[1223, 1171, 1480, 1186]
bullet-icon	[1212, 1744, 1220, 1752]
article-body: সাবেক প্রধানমন্ত্রী ও বিএনপি চেয়ারপারসন বেগম খালেদা জিয়াকে লন্ডন নেওয়ার জন্য ব্যবস্থা করা এয়ার অ্যাম্বুলেন্সটি মঙ্গলবার (৯ ডিসেম্বর) ঢাকায় আসার অনুমতি চেয়েছে। তবে অনুমতি পেলে ঢাকায় এসে ১০ ডিসেম্বর তিনি লন্ডনের উদ্দেশে রওনা হতে পারবেন।	[237, 997, 386, 1106]
qr-module	[153, 76, 156, 84]
byline: নিজস্ব প্রতিবেদক	[62, 979, 125, 996]
